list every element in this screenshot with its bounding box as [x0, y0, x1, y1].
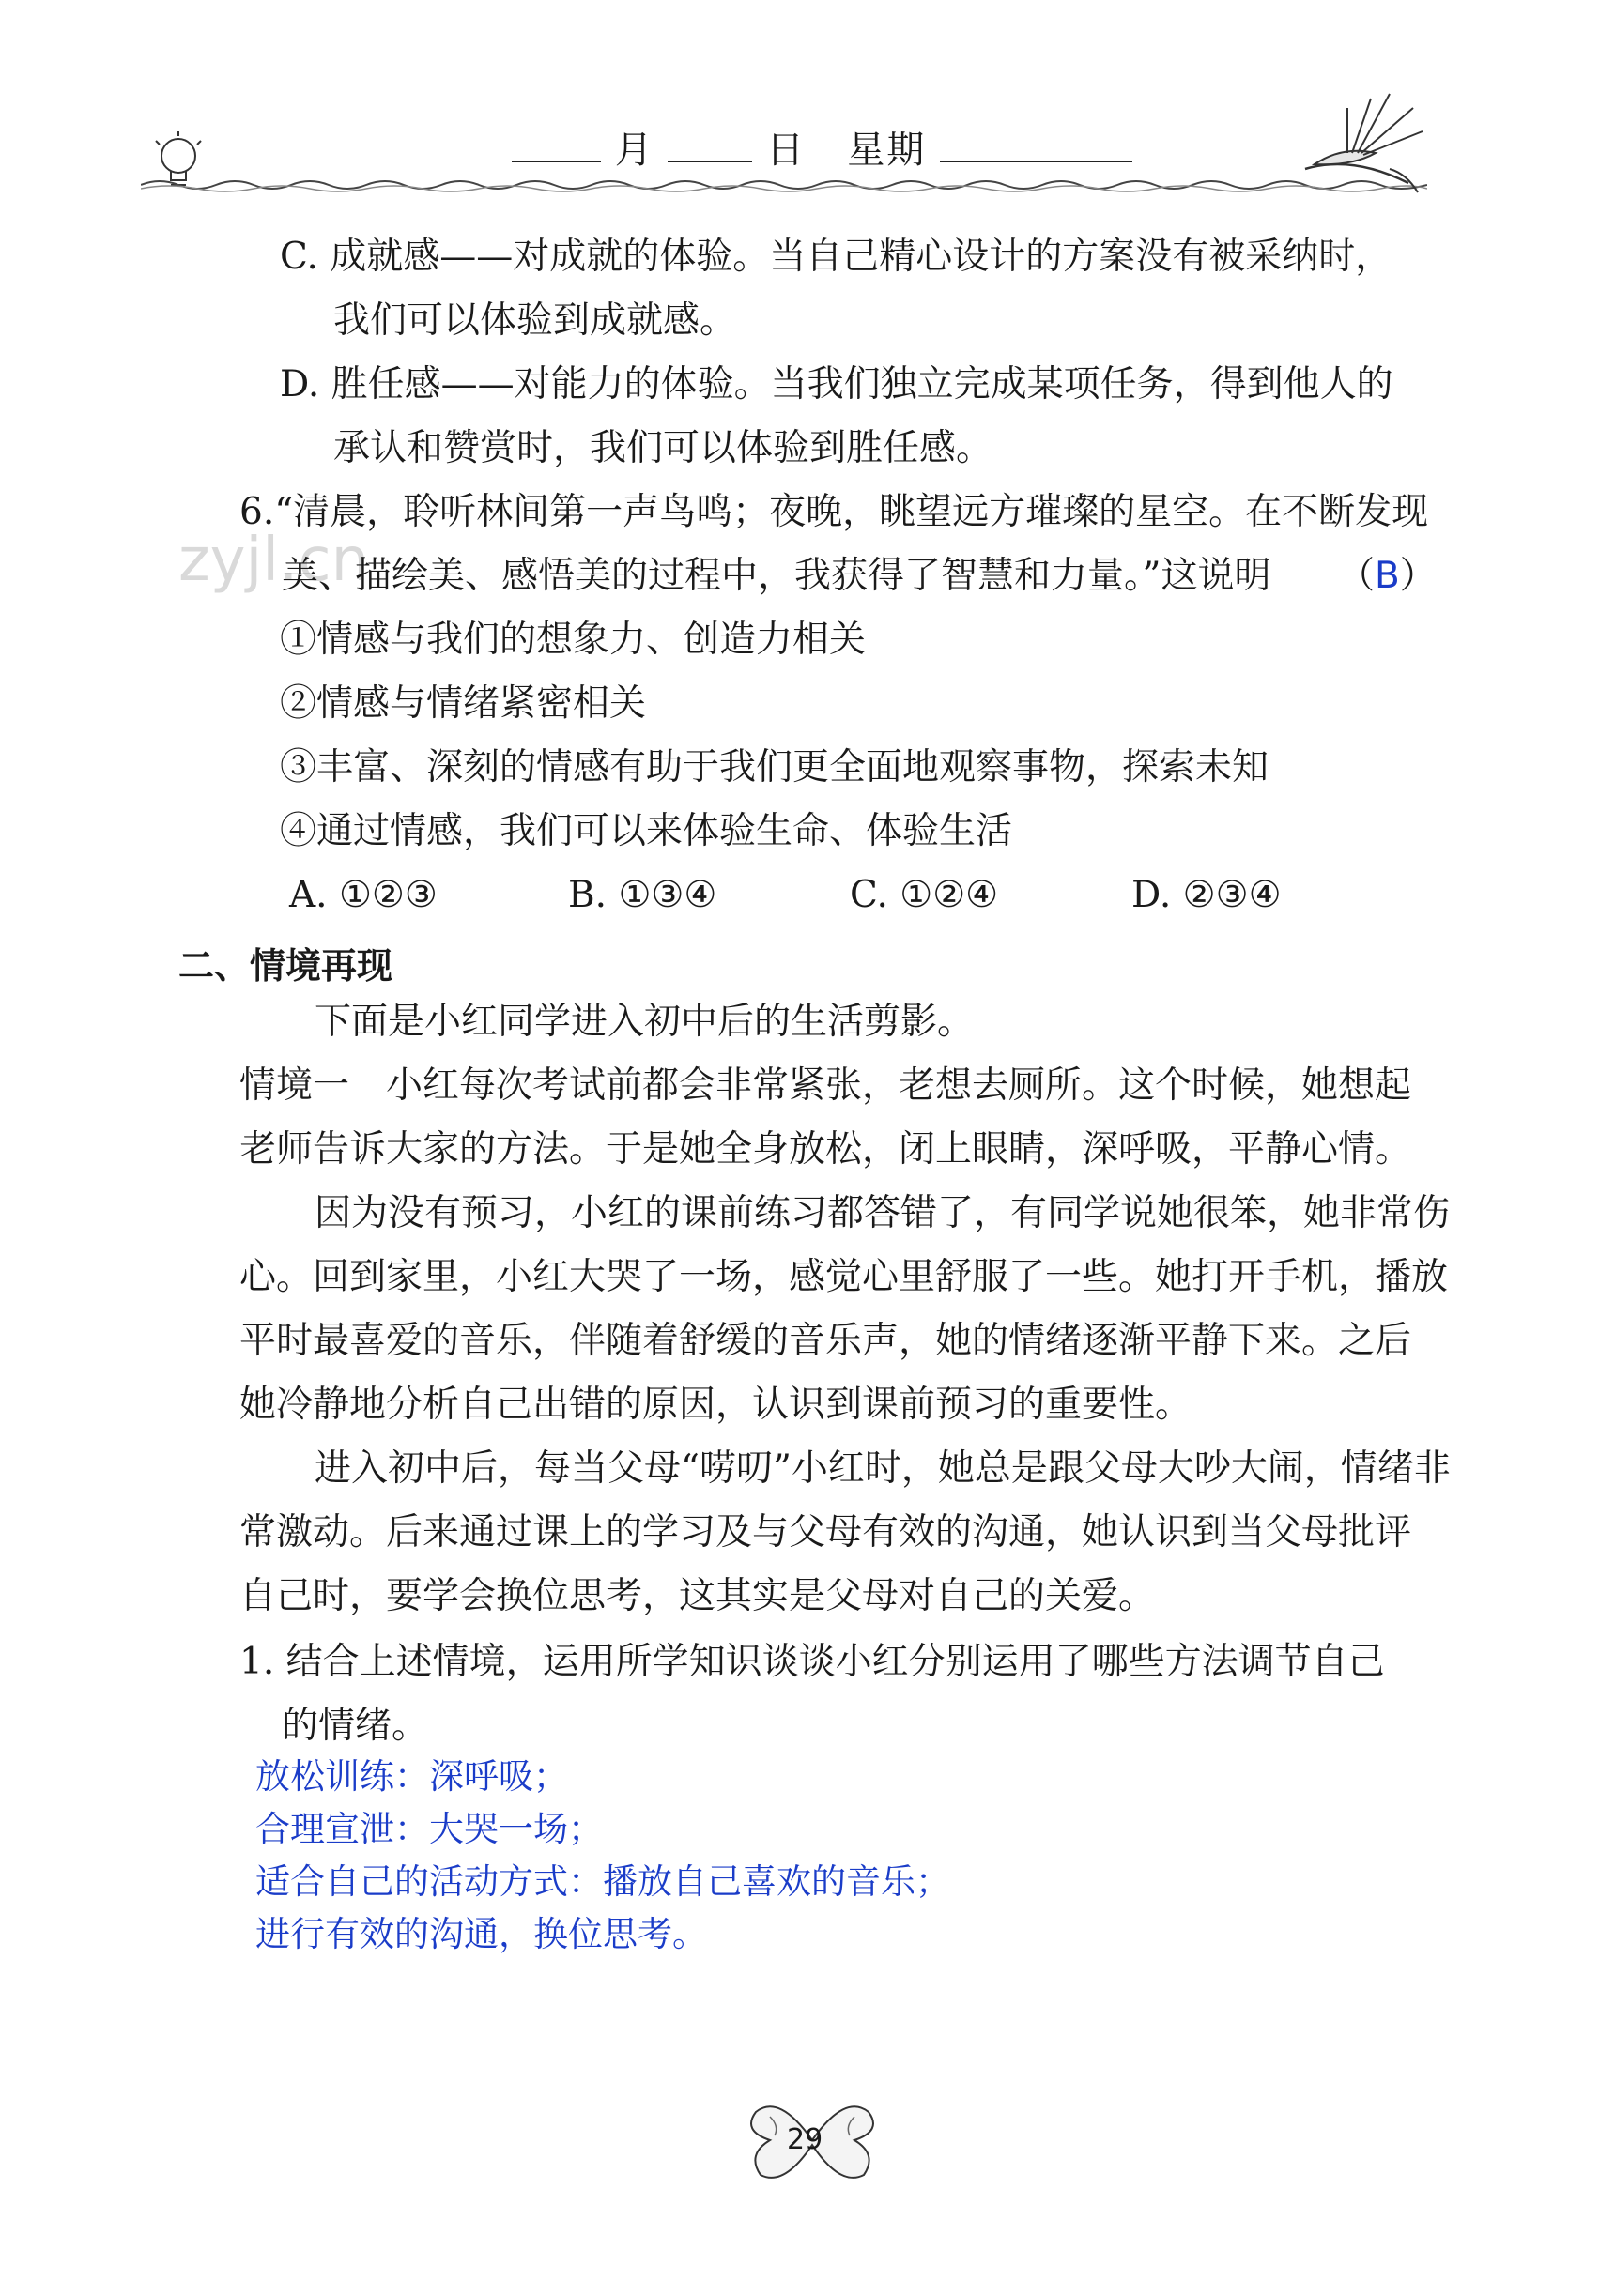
month-label: 月 [614, 129, 654, 172]
scenario2-line2: 心。回到家里，小红大哭了一场，感觉心里舒服了一些。她打开手机，播放 [239, 1256, 1449, 1298]
page-number: 29 [787, 2123, 823, 2156]
statement-1: ①情感与我们的想象力、创造力相关 [280, 619, 867, 661]
header-divider [141, 174, 1427, 196]
question1-line2: 的情绪。 [282, 1705, 429, 1747]
choice-a: A. ①②③ [289, 874, 438, 916]
watermark: zyjl.cn [178, 526, 370, 595]
answer-line-4: 进行有效的沟通，换位思考。 [255, 1914, 707, 1954]
statement-4: ④通过情感，我们可以来体验生命、体验生活 [280, 810, 1013, 852]
statement-3: ③丰富、深刻的情感有助于我们更全面地观察事物，探索未知 [280, 746, 1269, 788]
scenario3-line1: 进入初中后，每当父母“唠叨”小红时，她总是跟父母大吵大闹，情绪非 [315, 1447, 1451, 1490]
statement-2: ②情感与情绪紧密相关 [280, 682, 647, 725]
scenario2-line1: 因为没有预习，小红的课前练习都答错了，有同学说她很笨，她非常伤 [315, 1192, 1451, 1234]
scenario3-line2: 常激动。后来通过课上的学习及与父母有效的沟通，她认识到当父母批评 [239, 1511, 1412, 1554]
bird-of-paradise-flower-icon [1296, 80, 1427, 197]
weekday-label: 星期 [847, 129, 927, 172]
answer-line-3: 适合自己的活动方式：播放自己喜欢的音乐； [255, 1861, 950, 1902]
option-d-line2: 承认和赞赏时，我们可以体验到胜任感。 [333, 427, 993, 469]
choice-b: B. ①③④ [568, 874, 717, 916]
scenario1-line1: 情境一 小红每次考试前都会非常紧张，老想去厕所。这个时候，她想起 [239, 1064, 1412, 1107]
option-c-line2: 我们可以体验到成就感。 [333, 299, 737, 342]
date-line [512, 120, 1132, 174]
question6-answer: B [1375, 555, 1400, 597]
scenario2-line3: 平时最喜爱的音乐，伴随着舒缓的音乐声，她的情绪逐渐平静下来。之后 [239, 1320, 1412, 1362]
choice-c: C. ①②④ [850, 874, 999, 916]
answer-line-2: 合理宣泄：大哭一场； [255, 1809, 603, 1849]
question6-answer-bracket: （B） [1338, 555, 1437, 597]
choice-d: D. ②③④ [1131, 874, 1282, 916]
question1-line1: 1. 结合上述情境，运用所学知识谈谈小红分别运用了哪些方法调节自己 [239, 1641, 1385, 1683]
day-label: 日 [766, 129, 807, 172]
scenario3-line3: 自己时，要学会换位思考，这其实是父母对自己的关爱。 [239, 1575, 1156, 1617]
scenario2-line4: 她冷静地分析自己出错的原因，认识到课前预习的重要性。 [239, 1384, 1192, 1426]
option-c-line1: C. 成就感——对成就的体验。当自己精心设计的方案没有被采纳时， [280, 236, 1392, 278]
question6-line2: 美、描绘美、感悟美的过程中，我获得了智慧和力量。”这说明 [282, 555, 1271, 597]
scenario1-line2: 老师告诉大家的方法。于是她全身放松，闭上眼睛，深呼吸，平静心情。 [239, 1128, 1412, 1171]
section2-title: 二、情境再现 [178, 945, 393, 987]
section2-intro: 下面是小红同学进入初中后的生活剪影。 [315, 1001, 975, 1043]
option-d-line1: D. 胜任感——对能力的体验。当我们独立完成某项任务，得到他人的 [280, 363, 1393, 406]
answer-line-1: 放松训练：深呼吸； [255, 1756, 568, 1797]
question6-line1: 6.“清晨，聆听林间第一声鸟鸣；夜晚，眺望远方璀璨的星空。在不断发现 [239, 491, 1429, 533]
